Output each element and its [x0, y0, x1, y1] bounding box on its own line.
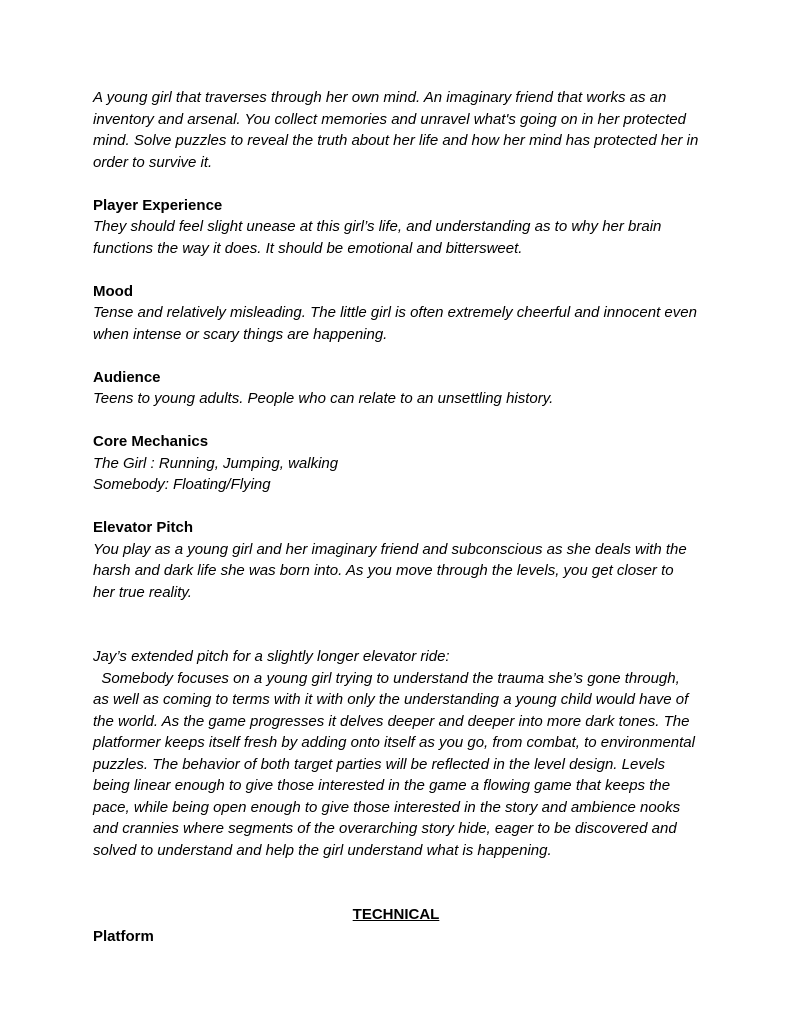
core-mechanics-line-somebody: Somebody: Floating/Flying [93, 476, 271, 493]
paragraph-core-mechanics [93, 453, 699, 496]
heading-core-mechanics: Core Mechanics [93, 433, 209, 450]
intro-paragraph: A young girl that traverses through her own mind. An imaginary friend that works as an inventory and arsenal. You collect memories and unravel what's going on in her protected mind. Solve puzzles to reveal the truth about her life and how her mind has protected her in order to survive it. [93, 89, 699, 171]
paragraph-mood: Tense and relatively misleading. The little girl is often extremely cheerful and innocent even when intense or scary things are happening. [93, 304, 697, 343]
heading-platform: Platform [93, 927, 154, 945]
heading-player-experience: Player Experience [93, 196, 223, 214]
extended-pitch-body: Somebody focuses on a young girl trying to understand the trauma she’s gone through, as well as coming to terms with it with only the understanding a young child would have of the world. As the game progresses it delves deeper and deeper into more dark tones. The platformer keeps itself fresh by adding onto itself as you go, from combat, to environmental puzzles. The behavior of both target parties will be reflected in the level design. Levels being linear enough to give those interested in the game a flowing game that keeps the pace, while being open enough to give those interested in the story and ambience nooks and crannies where segments of the overarching story hide, eager to be discovered and solved to understand and help the girl understand what is happening. [93, 669, 700, 859]
heading-elevator-pitch: Elevator Pitch [93, 519, 194, 536]
extended-pitch-lead: Jay’s extended pitch for a slightly longer elevator ride: [93, 648, 450, 665]
core-mechanics-line-girl: The Girl : Running, Jumping, walking [93, 454, 339, 472]
heading-technical-text: TECHNICAL [352, 906, 440, 923]
paragraph-elevator-pitch: You play as a young girl and her imaginary friend and subconscious as she deals with the harsh and dark life she was born into. As you move through the levels, you get closer to her true reality. [93, 540, 687, 601]
heading-mood: Mood [93, 282, 133, 300]
heading-audience: Audience [93, 368, 161, 386]
heading-technical [93, 904, 699, 926]
paragraph-audience: Teens to young adults. People who can relate to an unsettling history. [93, 390, 554, 407]
extended-pitch-block [93, 646, 699, 861]
paragraph-player-experience: They should feel slight unease at this girl’s life, and understanding as to why her brain functions the way it does. It should be emotional and bittersweet. [93, 218, 662, 257]
